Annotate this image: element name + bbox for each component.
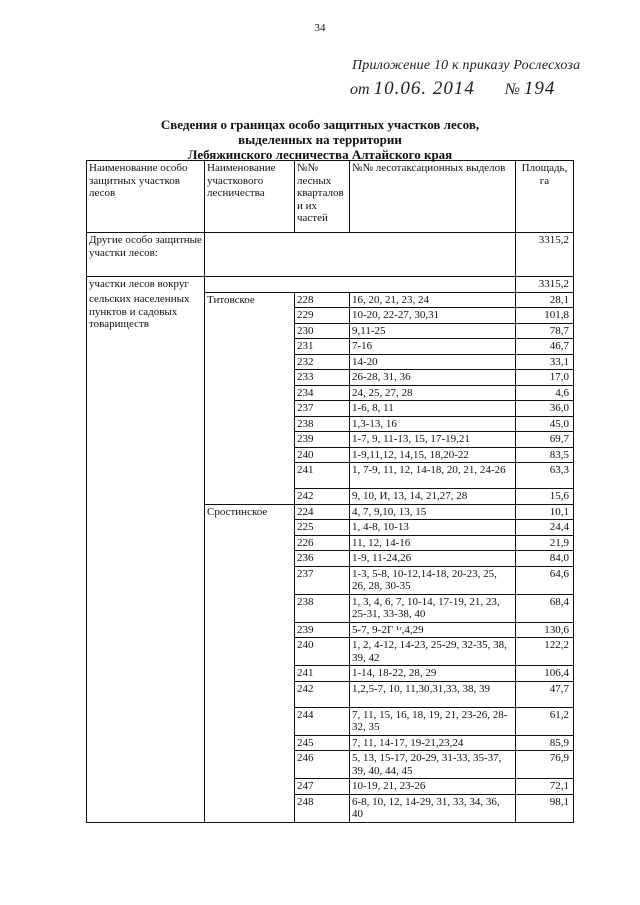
plot-numbers: 5, 13, 15-17, 20-29, 31-33, 35-37, 39, 40, 44, 45: [350, 751, 516, 779]
quarter-number: 241: [295, 463, 350, 489]
plot-numbers: 5-7, 9-2Г ¹ʳ,4,29: [350, 622, 516, 638]
quarter-number: 225: [295, 520, 350, 536]
area-value: 64,6: [516, 566, 574, 594]
title-line-3: Лебяжинского лесничества Алтайского края: [187, 147, 453, 162]
plot-numbers: 7-16: [350, 339, 516, 355]
area-value: 21,9: [516, 535, 574, 551]
title-line-2: выделенных на территории: [238, 132, 402, 147]
plot-numbers: 7, 11, 15, 16, 18, 19, 21, 23-26, 28-32, 35: [350, 707, 516, 735]
plot-numbers: 6-8, 10, 12, 14-29, 31, 33, 34, 36, 40: [350, 794, 516, 822]
plot-numbers: 1-9,11,12, 14,15, 18,20-22: [350, 447, 516, 463]
plot-numbers: 26-28, 31, 36: [350, 370, 516, 386]
area-value: 4,6: [516, 385, 574, 401]
section-row: [87, 233, 574, 277]
plot-numbers: 7, 11, 14-17, 19-21,23,24: [350, 735, 516, 751]
area-value: 61,2: [516, 707, 574, 735]
district-name: Сростинское: [205, 504, 295, 822]
section-area: 3315,2: [516, 233, 574, 277]
quarter-number: 239: [295, 622, 350, 638]
area-value: 76,9: [516, 751, 574, 779]
quarter-number: 224: [295, 504, 350, 520]
quarter-number: 242: [295, 681, 350, 707]
header-zone-name: Наименование особо защитных участков лесов: [87, 161, 205, 233]
category-label-rest: сельских населенных пунктов и садовых товариществ: [87, 292, 205, 822]
plot-numbers: 10-19, 21, 23-26: [350, 779, 516, 795]
plot-numbers: 1-3, 5-8, 10-12,14-18, 20-23, 25, 26, 28, 30-35: [350, 566, 516, 594]
area-value: 45,0: [516, 416, 574, 432]
quarter-number: 242: [295, 489, 350, 505]
order-line: [350, 78, 555, 100]
order-date: 10.06. 2014: [373, 78, 475, 99]
plot-numbers: 1,3-13, 16: [350, 416, 516, 432]
quarter-number: 232: [295, 354, 350, 370]
header-district-name: Наименование участкового лесничества: [205, 161, 295, 233]
forest-areas-table: [86, 160, 574, 823]
plot-numbers: 1-14, 18-22, 28, 29: [350, 666, 516, 682]
area-value: 98,1: [516, 794, 574, 822]
section-empty-cell: [205, 233, 516, 277]
plot-numbers: 14-20: [350, 354, 516, 370]
plot-numbers: 9, 10, И, 13, 14, 21,27, 28: [350, 489, 516, 505]
table-header-row: [87, 161, 574, 233]
header-area: Площадь, га: [516, 161, 574, 233]
quarter-number: 244: [295, 707, 350, 735]
area-value: 24,4: [516, 520, 574, 536]
plot-numbers: 1, 4-8, 10-13: [350, 520, 516, 536]
document-title: [0, 117, 640, 162]
area-value: 36,0: [516, 401, 574, 417]
category-area: 3315,2: [516, 277, 574, 293]
quarter-number: 231: [295, 339, 350, 355]
area-value: 15,6: [516, 489, 574, 505]
order-number-label: №: [504, 81, 520, 98]
quarter-number: 240: [295, 638, 350, 666]
area-value: 28,1: [516, 292, 574, 308]
plot-numbers: 24, 25, 27, 28: [350, 385, 516, 401]
header-plot-numbers: №№ лесотаксационных выделов: [350, 161, 516, 233]
area-value: 69,7: [516, 432, 574, 448]
area-value: 72,1: [516, 779, 574, 795]
quarter-number: 248: [295, 794, 350, 822]
area-value: 78,7: [516, 323, 574, 339]
title-line-1: Сведения о границах особо защитных участков лесов,: [160, 117, 480, 132]
area-value: 10,1: [516, 504, 574, 520]
plot-numbers: 16, 20, 21, 23, 24: [350, 292, 516, 308]
area-value: 33,1: [516, 354, 574, 370]
area-value: 46,7: [516, 339, 574, 355]
category-row: [87, 277, 574, 293]
quarter-number: 229: [295, 308, 350, 324]
order-number: 194: [523, 78, 556, 99]
category-empty-cell: [205, 277, 516, 293]
quarter-number: 226: [295, 535, 350, 551]
plot-numbers: 1, 7-9, 11, 12, 14-18, 20, 21, 24-26: [350, 463, 516, 489]
area-value: 17,0: [516, 370, 574, 386]
quarter-number: 228: [295, 292, 350, 308]
quarter-number: 245: [295, 735, 350, 751]
plot-numbers: 10-20, 22-27, 30,31: [350, 308, 516, 324]
quarter-number: 230: [295, 323, 350, 339]
district-name: Титовское: [205, 292, 295, 504]
table-row: [87, 292, 574, 308]
quarter-number: 238: [295, 594, 350, 622]
category-label-start: участки лесов вокруг: [87, 277, 205, 293]
quarter-number: 247: [295, 779, 350, 795]
quarter-number: 238: [295, 416, 350, 432]
plot-numbers: 1, 2, 4-12, 14-23, 25-29, 32-35, 38, 39, 42: [350, 638, 516, 666]
plot-numbers: 1,2,5-7, 10, 11,30,31,33, 38, 39: [350, 681, 516, 707]
area-value: 47,7: [516, 681, 574, 707]
plot-numbers: 11, 12, 14-16: [350, 535, 516, 551]
area-value: 84,0: [516, 551, 574, 567]
section-label: Другие особо защитные участки лесов:: [87, 233, 205, 277]
plot-numbers: 1-9, 11-24,26: [350, 551, 516, 567]
plot-numbers: 1-6, 8, 11: [350, 401, 516, 417]
area-value: 122,2: [516, 638, 574, 666]
plot-numbers: 1-7, 9, 11-13, 15, 17-19,21: [350, 432, 516, 448]
quarter-number: 246: [295, 751, 350, 779]
quarter-number: 237: [295, 401, 350, 417]
page-number: 34: [314, 22, 326, 34]
quarter-number: 233: [295, 370, 350, 386]
quarter-number: 239: [295, 432, 350, 448]
header-quarter-numbers: №№ лесных кварталов и их частей: [295, 161, 350, 233]
area-value: 63,3: [516, 463, 574, 489]
quarter-number: 236: [295, 551, 350, 567]
area-value: 130,6: [516, 622, 574, 638]
area-value: 68,4: [516, 594, 574, 622]
quarter-number: 240: [295, 447, 350, 463]
order-date-prefix: от: [350, 81, 370, 98]
quarter-number: 241: [295, 666, 350, 682]
area-value: 85,9: [516, 735, 574, 751]
area-value: 83,5: [516, 447, 574, 463]
area-value: 101,8: [516, 308, 574, 324]
appendix-caption: Приложение 10 к приказу Рослесхоза: [352, 58, 581, 73]
area-value: 106,4: [516, 666, 574, 682]
quarter-number: 237: [295, 566, 350, 594]
plot-numbers: 1, 3, 4, 6, 7, 10-14, 17-19, 21, 23, 25-31, 33-38, 40: [350, 594, 516, 622]
plot-numbers: 9,11-25: [350, 323, 516, 339]
plot-numbers: 4, 7, 9,10, 13, 15: [350, 504, 516, 520]
quarter-number: 234: [295, 385, 350, 401]
